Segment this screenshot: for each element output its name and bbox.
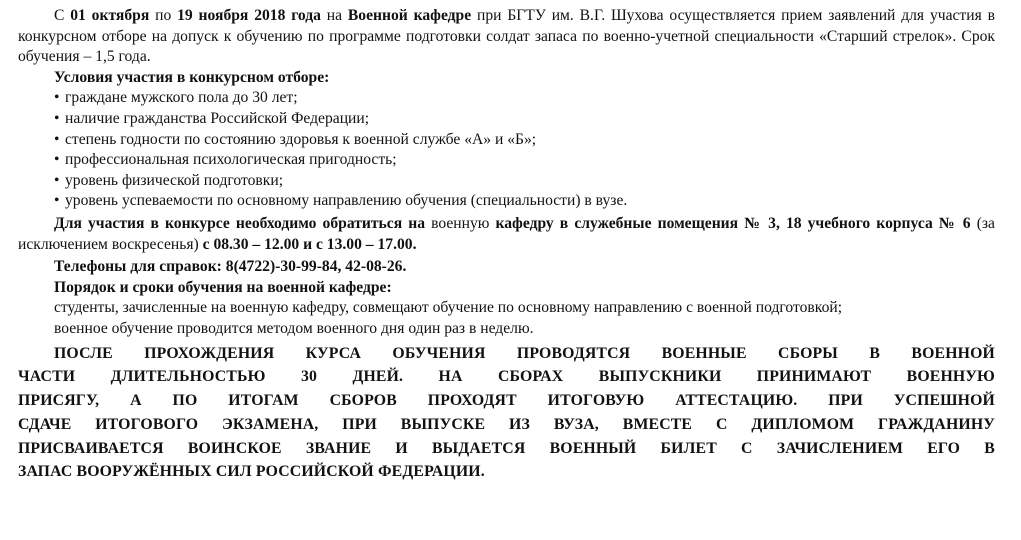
notice-line: ЧАСТИ ДЛИТЕЛЬНОСТЬЮ 30 ДНЕЙ. НА СБОРАХ ВЫПУСКНИКИ ПРИНИМАЮТ ВОЕННУЮ <box>18 368 995 386</box>
date-end: 19 ноября 2018 года <box>177 7 321 24</box>
conditions-heading: Условия участия в конкурсном отборе: <box>54 68 330 86</box>
date-start: 01 октября <box>70 7 150 24</box>
order-line: студенты, зачисленные на военную кафедру, совмещают обучение по основному направлению с военной подготовкой; <box>54 299 843 317</box>
condition-item: • профессиональная психологическая пригодность; <box>18 150 995 171</box>
intro-text: на <box>320 7 348 24</box>
order-line: военное обучение проводится методом военного дня один раз в неделю. <box>54 319 534 337</box>
contact-location: кафедру в служебные помещения № 3, 18 учебного корпуса № 6 <box>495 214 971 232</box>
condition-item: • уровень физической подготовки; <box>18 171 995 192</box>
condition-item: • граждане мужского пола до 30 лет; <box>18 88 995 109</box>
department-name: Военной кафедре <box>347 7 472 24</box>
condition-item: • наличие гражданства Российской Федерации; <box>18 109 995 130</box>
contact-paragraph <box>18 214 995 255</box>
notice-line: ПРИСЯГУ, А ПО ИТОГАМ СБОРОВ ПРОХОДЯТ ИТОГОВУЮ АТТЕСТАЦИЮ. ПРИ УСПЕШНОЙ <box>18 392 995 410</box>
contact-lead: Для участия в конкурсе необходимо обратиться на <box>54 214 426 232</box>
phones-line: Телефоны для справок: 8(4722)-30-99-84, 42-08-26. <box>54 258 407 276</box>
intro-text: при БГТУ им. В.Г. Шухова осуществляется прием заявлений для участия в конкурсном отборе на допуск к обучению по программе подготовки солдат запаса по военно-учетной специальности «Старший стрелок». Срок обучения – 1,5 года. <box>18 7 995 66</box>
intro-text: С <box>54 7 71 24</box>
order-heading: Порядок и сроки обучения на военной кафедре: <box>54 278 392 296</box>
final-notice <box>18 342 995 485</box>
condition-item: • уровень успеваемости по основному направлению обучения (специальности) в вузе. <box>18 191 995 212</box>
contact-mid: военную <box>425 214 496 232</box>
notice-line: ПРИСВАИВАЕТСЯ ВОИНСКОЕ ЗВАНИЕ И ВЫДАЕТСЯ ВОЕННЫЙ БИЛЕТ С ЗАЧИСЛЕНИЕМ ЕГО В <box>18 439 995 457</box>
conditions-list <box>18 88 995 212</box>
notice-line: ПОСЛЕ ПРОХОЖДЕНИЯ КУРСА ОБУЧЕНИЯ ПРОВОДЯТСЯ ВОЕННЫЕ СБОРЫ В ВОЕННОЙ <box>54 344 995 362</box>
contact-note: (за исключением воскресенья) <box>18 214 995 253</box>
intro-text: по <box>149 7 178 24</box>
contact-hours: с 08.30 – 12.00 и с 13.00 – 17.00. <box>202 235 417 253</box>
condition-item: • степень годности по состоянию здоровья к военной службе «А» и «Б»; <box>18 130 995 151</box>
intro-paragraph <box>18 6 995 68</box>
notice-line: ЗАПАС ВООРУЖЁННЫХ СИЛ РОССИЙСКОЙ ФЕДЕРАЦИИ. <box>18 463 485 481</box>
notice-line: СДАЧЕ ИТОГОВОГО ЭКЗАМЕНА, ПРИ ВЫПУСКЕ ИЗ ВУЗА, ВМЕСТЕ С ДИПЛОМОМ ГРАЖДАНИНУ <box>18 415 995 433</box>
